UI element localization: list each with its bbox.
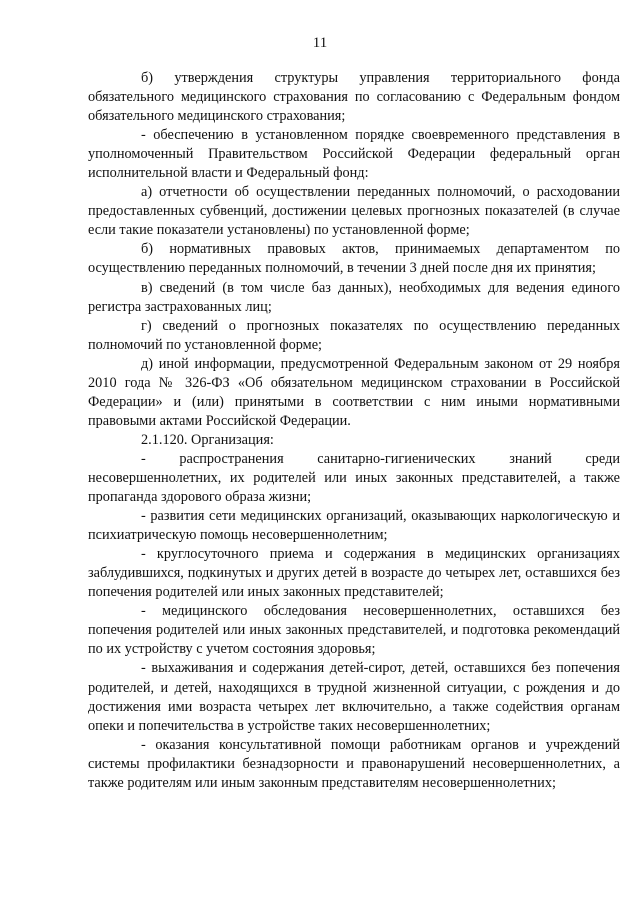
- paragraph-v-register-data: в) сведений (в том числе баз данных), необходимых для ведения единого регистра застрахованных лиц;: [88, 279, 620, 315]
- paragraph-consultative-help: - оказания консультативной помощи работникам органов и учреждений системы профилактики безнадзорности и правонарушений несовершеннолетних, а также родителям или иным законным представителям несовершеннолетних;: [88, 736, 620, 791]
- paragraph-b-normative-acts: б) нормативных правовых актов, принимаемых департаментом по осуществлению переданных полномочий, в течении 3 дней после дня их принятия;: [88, 241, 620, 277]
- paragraph-b-structure-approval: б) утверждения структуры управления территориального фонда обязательного медицинского страхования по согласованию с Федеральным фондом обязательного медицинского страхования;: [88, 70, 620, 125]
- paragraph-a-reporting: а) отчетности об осуществлении переданных полномочий, о расходовании предоставленных субвенций, достижении целевых прогнозных показателей (в случае если такие показатели установлены) по установленной форме;: [88, 184, 620, 239]
- paragraph-hygiene-knowledge: - распространения санитарно-гигиенических знаний среди несовершеннолетних, их родителей или иных законных представителей, а также пропаганда здорового образа жизни;: [88, 450, 620, 506]
- section-heading-2-1-120: 2.1.120. Организация:: [141, 431, 274, 448]
- paragraph-medical-examination: - медицинского обследования несовершеннолетних, оставшихся без попечения родителей или иных законных представителей, и подготовка рекомендаций по их устройству с учетом состояния здоровья;: [88, 603, 620, 658]
- paragraph-d-other-information: д) иной информации, предусмотренной Федеральным законом от 29 ноября 2010 года № 326-ФЗ «Об обязательном медицинском страховании в Российской Федерации» и (или) принятыми в соответствии с ним иными нормативными правовыми актами Российской Федерации.: [88, 355, 620, 429]
- paragraph-reporting-obligation: - обеспечению в установленном порядке своевременного представления в уполномоченный Правительством Российской Федерации федеральный орган исполнительной власти и Федеральный фонд:: [88, 127, 620, 182]
- paragraph-medical-network: - развития сети медицинских организаций, оказывающих наркологическую и психиатрическую помощь несовершеннолетним;: [88, 508, 620, 544]
- paragraph-nursing-orphans: - выхаживания и содержания детей-сирот, детей, оставшихся без попечения родителей, и детей, находящихся в трудной жизненной ситуации, с рождения и до достижения ими возраста четырех лет включительно, а также содействия органам опеки и попечительства в устройстве таких несовершеннолетних;: [88, 660, 620, 734]
- document-body: [88, 69, 620, 793]
- paragraph-g-forecast-indicators: г) сведений о прогнозных показателях по осуществлению переданных полномочий по установленной форме;: [88, 317, 620, 353]
- page-number: 11: [312, 35, 328, 51]
- paragraph-round-the-clock-care: - круглосуточного приема и содержания в медицинских организациях заблудившихся, подкинутых и других детей в возрасте до четырех лет, оставшихся без попечения родителей или иных законных представителей;: [88, 546, 620, 601]
